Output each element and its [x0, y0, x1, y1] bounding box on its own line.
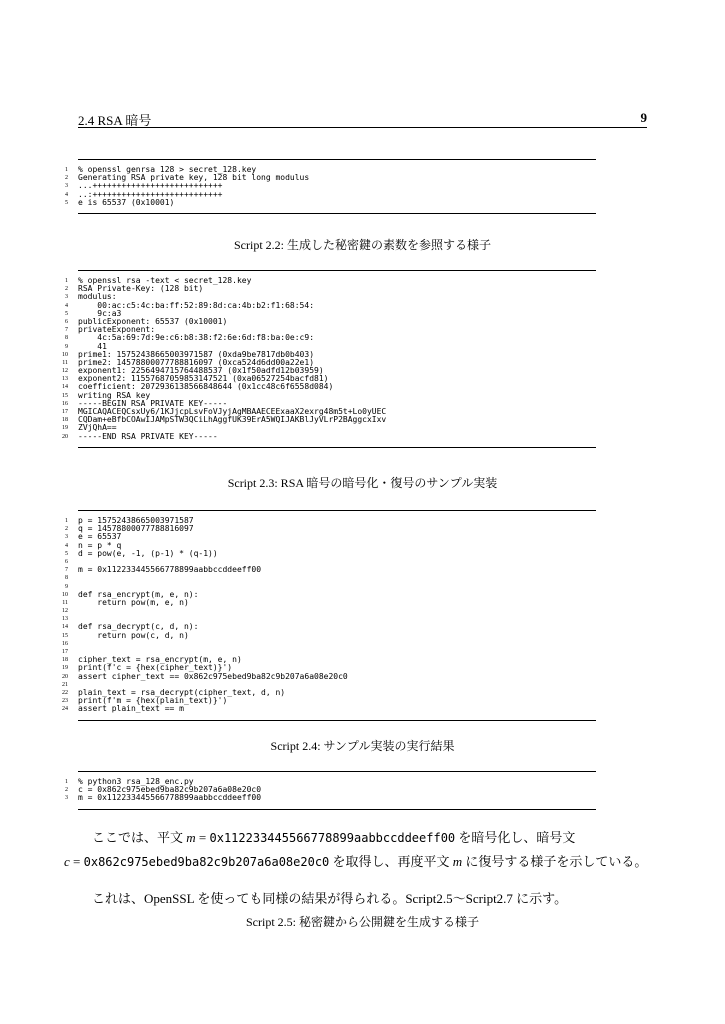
- line-number: 3: [65, 183, 68, 190]
- listing-rule-bottom: [78, 447, 596, 448]
- code-line: [56, 433, 596, 441]
- code-line: [56, 416, 596, 424]
- line-number: 15: [62, 392, 68, 399]
- line-number: 4: [65, 542, 68, 549]
- body-paragraph-2: これは、OpenSSL を使っても同様の結果が得られる。Script2.5〜Script2.7 に示す。: [92, 891, 568, 906]
- code-text: return pow(c, d, n): [78, 630, 189, 640]
- header-rule: [78, 127, 647, 128]
- code-text: e = 65537: [78, 532, 122, 542]
- line-number: 12: [62, 368, 68, 375]
- body-paragraph-1: [64, 826, 648, 874]
- code-line: [56, 705, 596, 713]
- code-text: 00:ac:c5:4c:ba:ff:52:89:8d:ca:4b:b2:f1:68:54:: [78, 300, 315, 310]
- line-number: 14: [62, 624, 68, 631]
- para-text: を取得し、再度平文: [329, 854, 453, 869]
- line-number: 5: [65, 550, 68, 557]
- code-text: Generating RSA private key, 128 bit long modulus: [78, 173, 310, 183]
- line-number: 6: [65, 318, 68, 325]
- line-number: 2: [65, 787, 68, 794]
- code-text: print(f'm = {hex(plain_text)}'): [78, 696, 228, 706]
- line-number: 17: [62, 649, 68, 655]
- line-number: 7: [65, 327, 68, 334]
- code-text: publicExponent: 65537 (0x10001): [78, 316, 228, 326]
- code-text: privateExponent:: [78, 325, 156, 335]
- code-line: [56, 599, 596, 607]
- line-number: 23: [62, 698, 68, 705]
- line-number: 5: [65, 199, 68, 206]
- caption-script-2-5: Script 2.5: 秘密鍵から公開鍵を生成する様子: [246, 915, 479, 929]
- listing-rule-bottom: [78, 809, 596, 810]
- code-line: [56, 632, 596, 640]
- listing-rule-bottom: [78, 213, 596, 214]
- math-eq: =: [69, 854, 84, 869]
- line-number: 8: [65, 575, 68, 582]
- page-number: 9: [640, 110, 647, 125]
- line-number: 2: [65, 175, 68, 182]
- line-number: 16: [62, 400, 68, 407]
- code-text: exponent1: 2256494715764488537 (0x1f50adfd12b03959): [78, 366, 324, 376]
- line-number: 19: [62, 665, 68, 672]
- code-text: prime2: 14578800077788816097 (0xca524d6dd00a22e1): [78, 357, 315, 367]
- code-text: writing RSA key: [78, 390, 151, 400]
- code-text: % openssl genrsa 128 > secret_128.key: [78, 165, 257, 174]
- line-number: 22: [62, 689, 68, 696]
- math-var-c: c: [64, 854, 70, 869]
- code-text: RSA Private-Key: (128 bit): [78, 284, 204, 294]
- line-number: 15: [62, 632, 68, 639]
- code-listing-rsa-text: [56, 270, 596, 448]
- code-text: e is 65537 (0x10001): [78, 197, 175, 207]
- page-header: [78, 110, 647, 126]
- line-number: 5: [65, 310, 68, 317]
- line-number: 19: [62, 425, 68, 432]
- code-text: ..:+++++++++++++++++++++++++++: [78, 189, 223, 199]
- line-number: 12: [62, 608, 68, 615]
- line-number: 1: [65, 278, 68, 284]
- code-text: cipher_text = rsa_encrypt(m, e, n): [78, 655, 242, 665]
- code-listing-python: [56, 510, 596, 721]
- code-text: coefficient: 2072936138566848644 (0x1cc48c6f6558d084): [78, 382, 334, 392]
- plaintext-value: 0x112233445566778899aabbccddeeff00: [209, 831, 456, 845]
- code-text: return pow(m, e, n): [78, 597, 189, 607]
- math-var-m: m: [452, 854, 463, 869]
- line-number: 1: [65, 779, 68, 785]
- code-text: m = 0x112233445566778899aabbccddeeff00: [78, 565, 262, 575]
- code-line: [56, 640, 596, 648]
- line-number: 2: [65, 526, 68, 533]
- code-text: d = pow(e, -1, (p-1) * (q-1)): [78, 548, 218, 558]
- code-text: n = p * q: [78, 540, 122, 550]
- code-line: [56, 794, 596, 802]
- math-eq: =: [195, 830, 210, 845]
- code-text: print(f'c = {hex(cipher_text)}'): [78, 663, 233, 673]
- code-text: 41: [78, 341, 107, 351]
- code-text: modulus:: [78, 292, 117, 302]
- line-number: 1: [65, 167, 68, 173]
- line-number: 20: [62, 433, 68, 440]
- line-number: 1: [65, 518, 68, 524]
- line-number: 13: [62, 616, 68, 623]
- listing-rule-bottom: [78, 720, 596, 721]
- line-number: 3: [65, 294, 68, 301]
- line-number: 14: [62, 384, 68, 391]
- para-text: に復号する様子を示している。: [462, 854, 648, 869]
- line-number: 10: [62, 351, 68, 358]
- code-text: MGICAQACEQCsxUy6/1KJjcpLsvFoVJyjAgMBAAECEExaaX2exrg48m5t+Lo0yUEC: [78, 407, 387, 416]
- code-text: ...+++++++++++++++++++++++++++: [78, 181, 223, 191]
- code-line: [56, 334, 596, 342]
- line-number: 8: [65, 335, 68, 342]
- line-number: 16: [62, 640, 68, 647]
- code-line: [56, 525, 596, 533]
- code-text: m = 0x112233445566778899aabbccddeeff00: [78, 793, 262, 803]
- code-text: 4c:5a:69:7d:9e:c6:b8:38:f2:6e:6d:f8:ba:0e:c9:: [78, 333, 315, 343]
- code-line: [56, 285, 596, 293]
- para-text: を暗号化し、暗号文: [455, 830, 576, 845]
- code-listing-genrsa: [56, 159, 596, 214]
- code-text: ZVjQhA==: [78, 423, 117, 433]
- code-text: def rsa_encrypt(m, e, n):: [78, 589, 199, 599]
- caption-script-2-4: Script 2.4: サンプル実装の実行結果: [270, 739, 455, 753]
- line-number: 11: [62, 359, 68, 366]
- code-text: def rsa_decrypt(c, d, n):: [78, 622, 199, 632]
- line-number: 9: [65, 583, 68, 590]
- code-line: [56, 673, 596, 681]
- line-number: 21: [62, 681, 68, 688]
- code-line: [56, 607, 596, 615]
- section-title: 2.4 RSA 暗号: [78, 113, 152, 128]
- code-text: exponent2: 11557687059853147521 (0xa06527254bacfd81): [78, 374, 329, 384]
- code-text: -----BEGIN RSA PRIVATE KEY-----: [78, 398, 228, 408]
- line-number: 4: [65, 302, 68, 309]
- code-text: c = 0x862c975ebed9ba82c9b207a6a08e20c0: [78, 785, 262, 795]
- code-line: [56, 550, 596, 558]
- code-line: [56, 302, 596, 310]
- line-number: 10: [62, 591, 68, 598]
- ciphertext-value: 0x862c975ebed9ba82c9b207a6a08e20c0: [83, 855, 330, 869]
- line-number: 18: [62, 657, 68, 664]
- code-text: % python3 rsa_128_enc.py: [78, 777, 194, 786]
- line-number: 20: [62, 673, 68, 680]
- line-number: 13: [62, 376, 68, 383]
- code-text: % openssl rsa -text < secret_128.key: [78, 276, 252, 285]
- line-number: 3: [65, 795, 68, 802]
- para-text: ここでは、平文: [92, 830, 187, 845]
- code-line: [56, 533, 596, 541]
- caption-script-2-3: Script 2.3: RSA 暗号の暗号化・復号のサンプル実装: [227, 476, 498, 490]
- code-text: p = 15752438665003971587: [78, 516, 194, 525]
- line-number: 7: [65, 567, 68, 574]
- line-number: 18: [62, 417, 68, 424]
- listing-rule-top: [78, 159, 596, 160]
- listing-rule-top: [78, 771, 596, 772]
- caption-script-2-2: Script 2.2: 生成した秘密鍵の素数を参照する様子: [234, 238, 491, 252]
- code-text: assert cipher_text == 0x862c975ebed9ba82c9b207a6a08e20c0: [78, 671, 348, 681]
- line-number: 3: [65, 534, 68, 541]
- code-text: prime1: 15752438665003971587 (0xda9be7817db0b403): [78, 349, 315, 359]
- line-number: 17: [62, 409, 68, 415]
- code-text: q = 14578800077788816097: [78, 524, 194, 534]
- code-listing-output: [56, 771, 596, 810]
- line-number: 24: [62, 706, 68, 713]
- listing-rule-top: [78, 510, 596, 511]
- code-line: [56, 199, 596, 207]
- code-line: [56, 566, 596, 574]
- code-text: assert plain_text == m: [78, 704, 184, 714]
- math-var-m: m: [186, 830, 196, 845]
- line-number: 6: [65, 558, 68, 565]
- line-number: 2: [65, 286, 68, 293]
- code-line: [56, 574, 596, 582]
- line-number: 11: [62, 599, 68, 606]
- line-number: 4: [65, 191, 68, 198]
- code-text: -----END RSA PRIVATE KEY-----: [78, 431, 218, 441]
- code-text: plain_text = rsa_decrypt(cipher_text, d, n): [78, 687, 286, 697]
- line-number: 9: [65, 343, 68, 350]
- listing-rule-top: [78, 270, 596, 271]
- code-text: CQDam+eBfbCOAwIJAMpSTW3QCiLhAggfUK39ErA5WQIJAKBlJyVLrP2BAggcxIxv: [78, 415, 387, 425]
- code-text: 9c:a3: [78, 308, 122, 318]
